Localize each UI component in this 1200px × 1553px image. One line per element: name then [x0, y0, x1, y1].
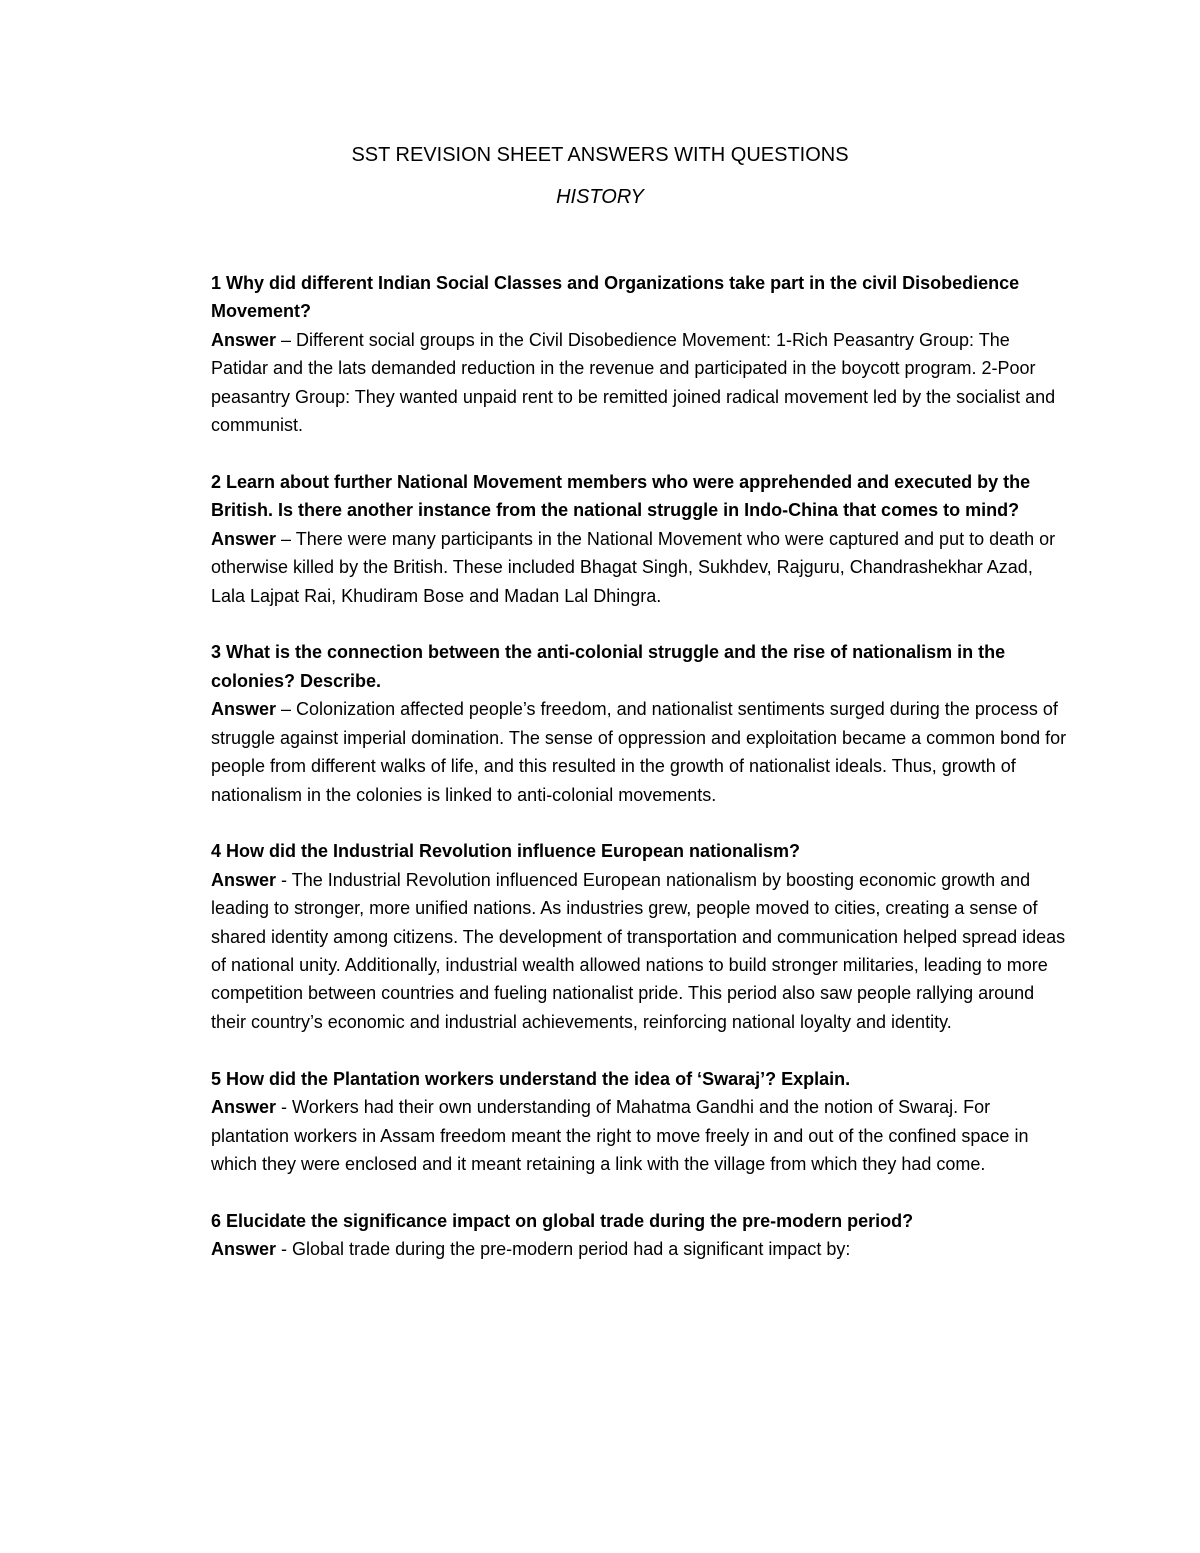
qa-item — [211, 468, 1071, 610]
question-text: 6 Elucidate the significance impact on global trade during the pre-modern period? — [211, 1210, 914, 1231]
qa-item — [211, 638, 1071, 808]
answer-label: Answer — [211, 1097, 277, 1118]
answer-body: – Different social groups in the Civil Disobedience Movement: 1-Rich Peasantry Group: The Patidar and the lats demanded reduction in the revenue and participated in the boycott program. 2-Poor peasantry Group: They wanted unpaid rent to be remitted joined radical movement led by the socialist and communist. — [211, 329, 1056, 436]
question-text: 3 What is the connection between the anti-colonial struggle and the rise of nationalism in the colonies? Describe. — [211, 642, 1006, 691]
answer-body: - Workers had their own understanding of Mahatma Gandhi and the notion of Swaraj. For plantation workers in Assam freedom meant the right to move freely in and out of the confined space in which they were enclosed and it meant retaining a link with the village from which they had come. — [211, 1097, 1029, 1174]
document-subtitle: HISTORY — [556, 186, 644, 208]
answer-body: - The Industrial Revolution influenced European nationalism by boosting economic growth and leading to stronger, more unified nations. As industries grew, people moved to cities, creating a sense of shared identity among citizens. The development of transportation and communication helped spread ideas of national unity. Additionally, industrial wealth allowed nations to build stronger militaries, leading to more competition between countries and fueling nationalist pride. This period also saw people rallying around their country’s economic and industrial achievements, reinforcing national loyalty and identity. — [211, 869, 1066, 1032]
question-text: 4 How did the Industrial Revolution influence European nationalism? — [211, 841, 801, 862]
document-title: SST REVISION SHEET ANSWERS WITH QUESTIONS — [351, 144, 849, 166]
answer-body: - Global trade during the pre-modern period had a significant impact by: — [276, 1239, 851, 1260]
qa-item — [211, 269, 1071, 439]
answer-label: Answer — [211, 329, 277, 350]
answer-text — [211, 1093, 1071, 1178]
answer-text — [211, 695, 1071, 809]
qa-item — [211, 1065, 1071, 1179]
answer-label: Answer — [211, 528, 277, 549]
qa-item — [211, 1207, 1071, 1264]
question-text: 5 How did the Plantation workers understand the idea of ‘Swaraj’? Explain. — [211, 1068, 851, 1089]
question-text: 1 Why did different Indian Social Classes and Organizations take part in the civil Disobedience Movement? — [211, 273, 1020, 322]
answer-text — [211, 326, 1071, 440]
answer-body: – There were many participants in the National Movement who were captured and put to death or otherwise killed by the British. These included Bhagat Singh, Sukhdev, Rajguru, Chandrashekhar Azad, Lala Lajpat Rai, Khudiram Bose and Madan Lal Dhingra. — [211, 528, 1056, 606]
answer-text — [211, 1235, 1071, 1263]
answer-text — [211, 866, 1071, 1036]
qa-list — [211, 269, 1071, 1292]
qa-item — [211, 837, 1071, 1036]
answer-label: Answer — [211, 1239, 277, 1260]
answer-body: – Colonization affected people’s freedom, and nationalist sentiments surged during the process of struggle against imperial domination. The sense of oppression and exploitation became a common bond for people from different walks of life, and this resulted in the growth of nationalist ideals. Thus, growth of nationalism in the colonies is linked to anti-colonial movements. — [211, 699, 1067, 805]
answer-text — [211, 525, 1071, 610]
question-text: 2 Learn about further National Movement members who were apprehended and executed by the British. Is there another instance from the national struggle in Indo-China that comes to mind? — [211, 471, 1031, 521]
answer-label: Answer — [211, 869, 277, 890]
answer-label: Answer — [211, 699, 277, 720]
